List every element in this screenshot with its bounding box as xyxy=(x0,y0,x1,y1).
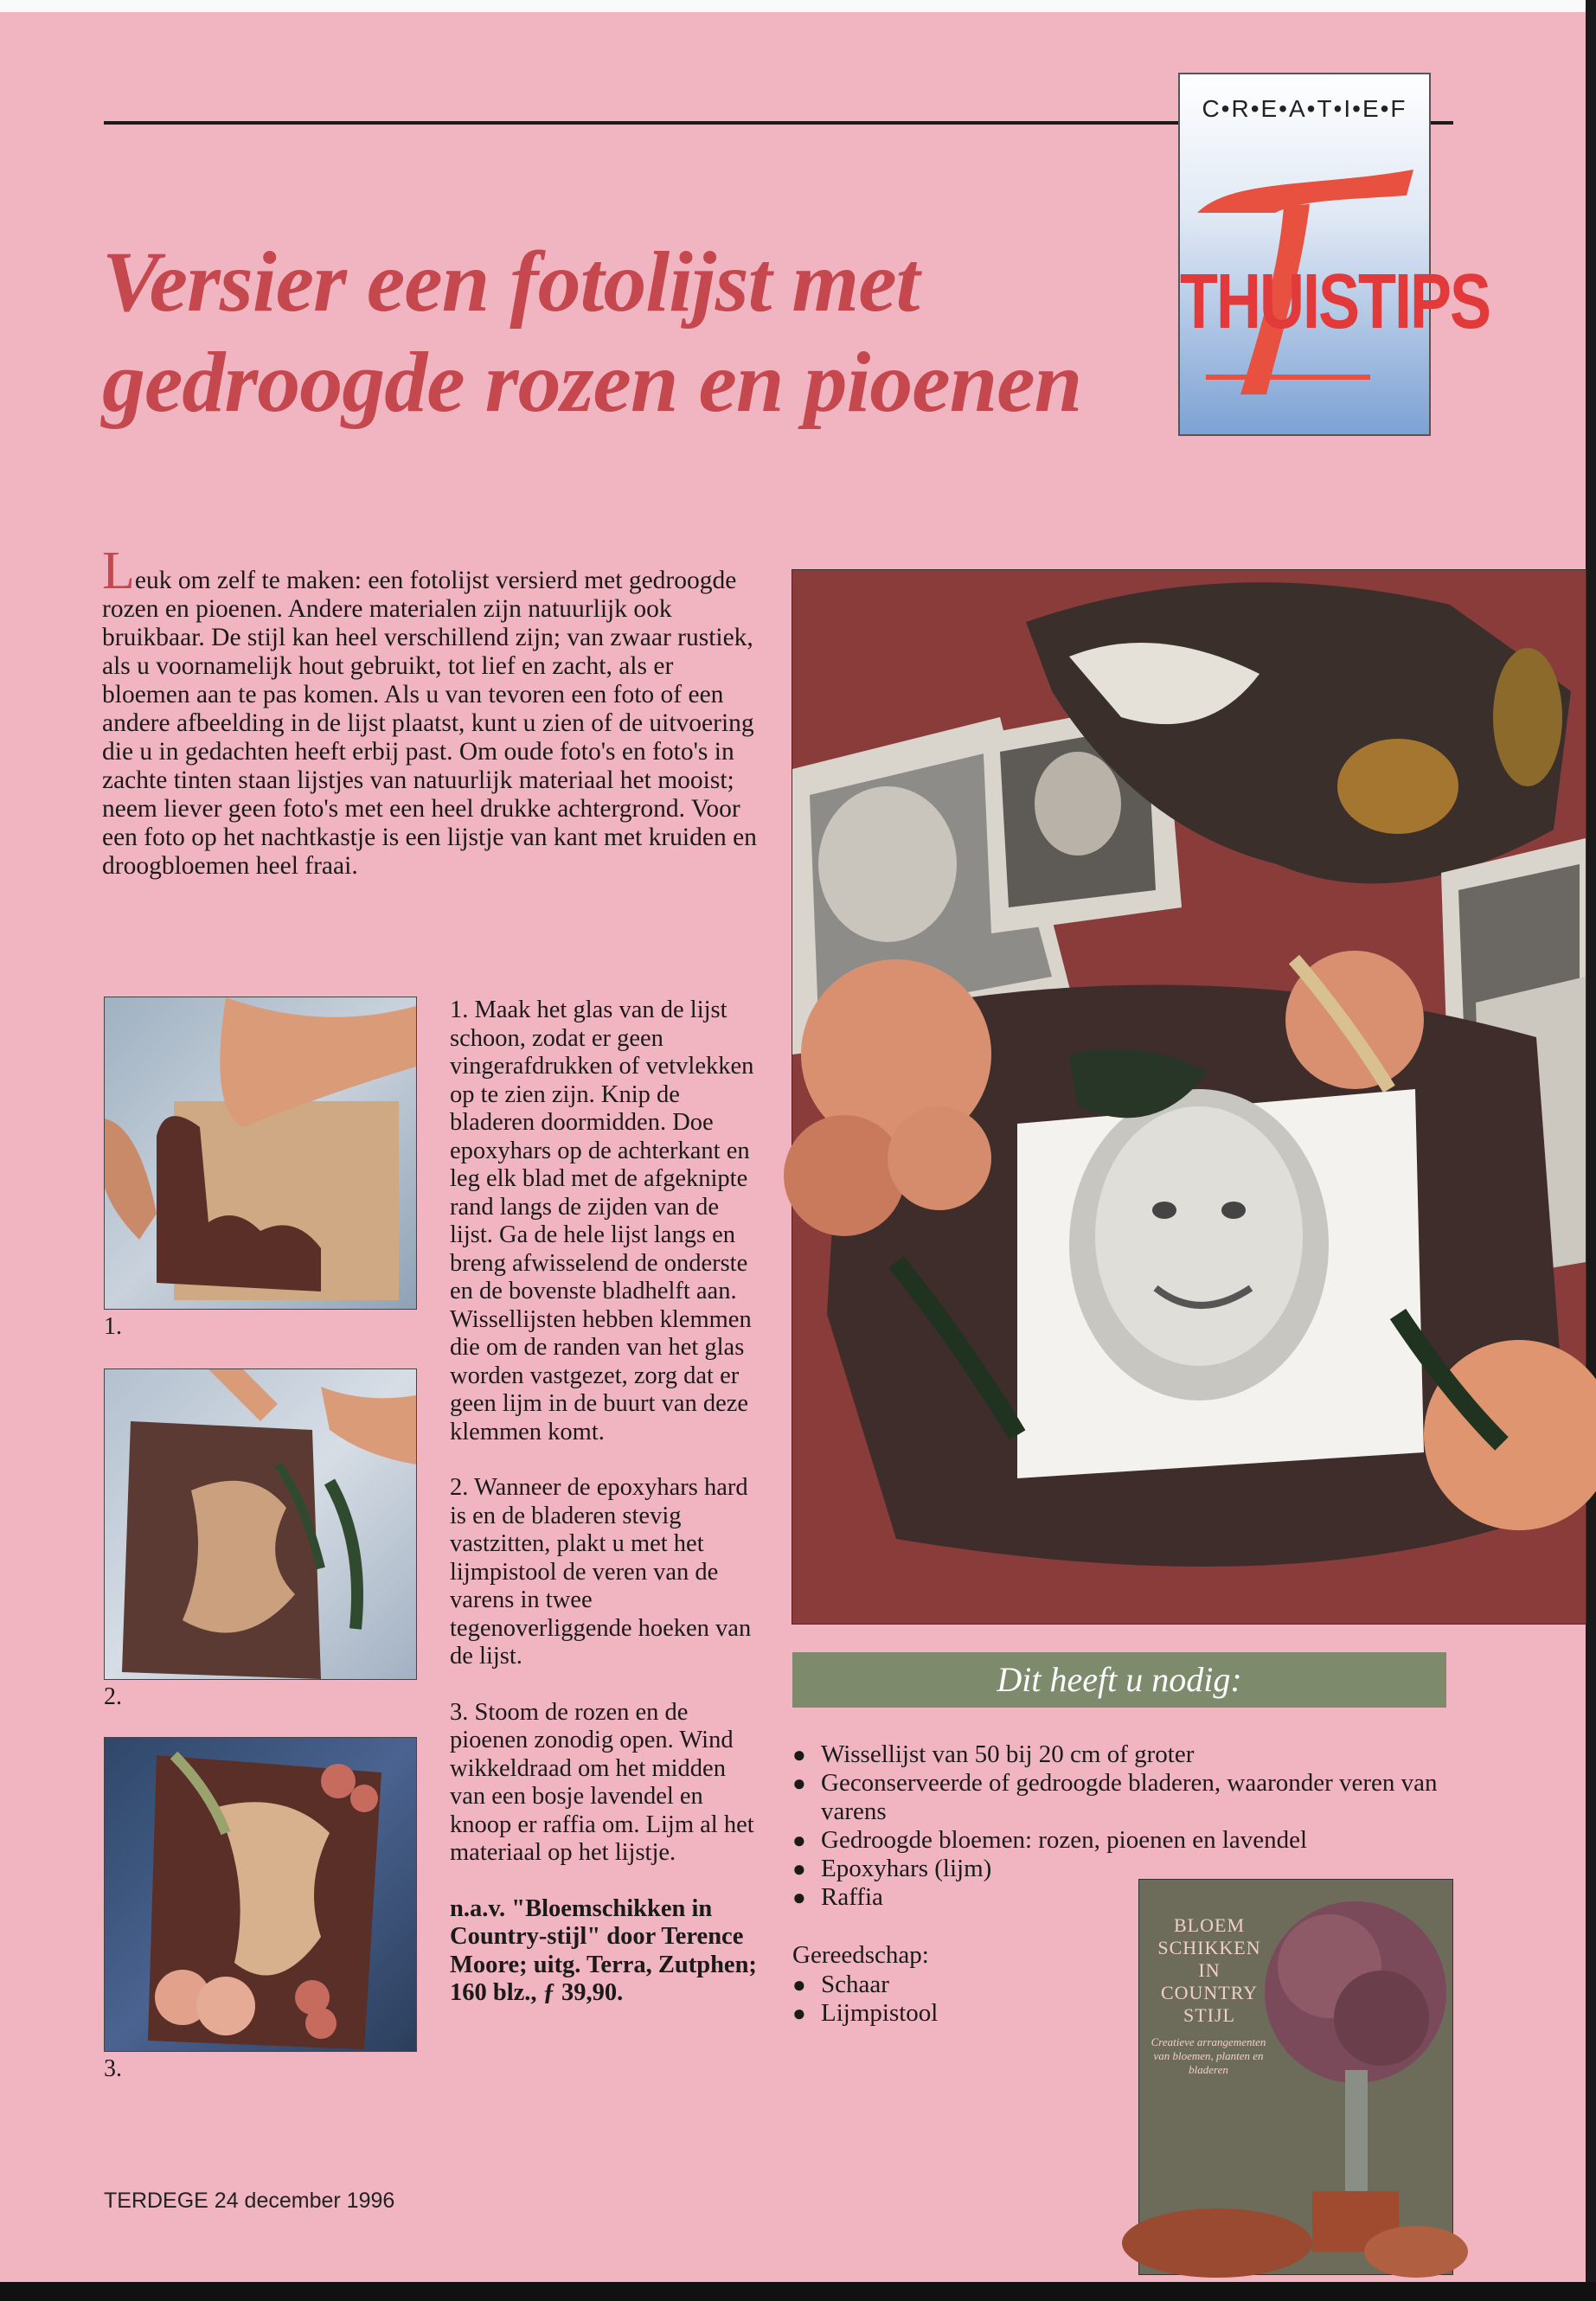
page-edge-top xyxy=(0,0,1596,12)
needs-title: Dit heeft u nodig: xyxy=(997,1660,1242,1699)
step-1-text: 1. Maak het glas van de lijst schoon, zodat er geen vingerafdrukken of vetvlekken op te zien zijn. Knip de bladeren doormidden. Doe epoxyhars op de achterkant en leg elk blad met de afgeknipte rand langs de zijden van de lijst. Ga de hele lijst langs en breng afwisselend de onderste en de bovenste bladhelft aan. Wissellijsten hebben klemmen die om de randen van het glas worden vastgezet, zorg dat er geen lijm in de buurt van deze klemmen komt. xyxy=(450,997,754,1445)
step-3-photo xyxy=(104,1737,417,2052)
finished-frame-illustration xyxy=(105,1738,416,2051)
list-item: ● Geconserveerde of gedroogde bladeren, waaronder veren van varens xyxy=(792,1769,1458,1826)
book-subtitle: Creatieve arrangementen van bloemen, planten en bladeren xyxy=(1151,2035,1266,2076)
step-1-label: 1. xyxy=(104,1313,122,1340)
main-photo xyxy=(792,569,1586,1625)
title-line-2: gedroogde rozen en pioenen xyxy=(102,334,1082,430)
list-item: ● Wissellijst van 50 bij 20 cm of groter xyxy=(792,1740,1458,1769)
list-item: ● Gedroogde bloemen: rozen, pioenen en lavendel xyxy=(792,1826,1458,1855)
list-item: ● Epoxyhars (lijm) xyxy=(792,1855,1458,1883)
book-credit: n.a.v. "Bloemschikken in Country-stijl" door Terence Moore; uitg. Terra, Zutphen; 160 blz., ƒ 39,90. xyxy=(450,1894,757,2006)
tools-list xyxy=(792,1971,1138,2028)
article-title xyxy=(102,232,1140,433)
instructions-column xyxy=(450,997,761,2035)
intro-text: euk om zelf te maken: een fotolijst versierd met gedroogde rozen en pioenen. Andere materialen zijn natuurlijk ook bruikbaar. De stijl kan heel verschillend zijn; van zwaar rustiek, als u voornamelijk hout gebruikt, tot lief en zacht, als er bloemen aan te pas komen. Als u van tevoren een foto of een andere afbeelding in de lijst plaatst, kunt u zien of de uitvoering die u in gedachten heeft erbij past. Om oude foto's en foto's in zachte tinten staan lijstjes van natuurlijk materiaal het mooist; neem liever geen foto's met een heel drukke achtergrond. Voor een foto op het nachtkastje is een lijstje van kant met kruiden en droogbloemen heel fraai. xyxy=(102,567,757,880)
step-3-text: 3. Stoom de rozen en de pioenen zonodig open. Wind wikkeldraad om het midden van een bosje lavendel en knoop er raffia om. Lijm al het materiaal op het lijstje. xyxy=(450,1698,754,1866)
list-item: ● Schaar xyxy=(792,1971,1138,1999)
step-2-photo xyxy=(104,1368,417,1680)
footer-issue: TERDEGE 24 december 1996 xyxy=(104,2189,395,2213)
frame-leaves-illustration xyxy=(105,1369,416,1679)
list-item: ● Raffia xyxy=(792,1883,1458,1912)
step-2-text: 2. Wanneer de epoxyhars hard is en de bladeren stevig vastzitten, plakt u met het lijmpistool de veren van de varens in twee tegenoverliggende hoeken van de lijst. xyxy=(450,1474,752,1670)
brand-name: THUISTIPS xyxy=(1180,259,1490,345)
step-2-label: 2. xyxy=(104,1683,122,1710)
section-label: C•R•E•A•T•I•E•F xyxy=(1202,95,1407,122)
drop-cap: L xyxy=(102,542,135,600)
page-edge-right xyxy=(1586,0,1596,2301)
step-3-label: 3. xyxy=(104,2055,122,2082)
intro-paragraph xyxy=(102,542,761,881)
page-edge-bottom xyxy=(0,2282,1596,2301)
step-1-photo xyxy=(104,997,417,1310)
hands-leaves-illustration xyxy=(105,997,416,1309)
book-cover xyxy=(1138,1879,1453,2275)
list-item: ● Lijmpistool xyxy=(792,1999,1138,2028)
tools-heading: Gereedschap: xyxy=(792,1941,929,1969)
title-line-1: Versier een fotolijst met xyxy=(102,234,920,330)
dried-flower-frame-illustration xyxy=(792,570,1586,1624)
book-title: BLOEM SCHIKKEN IN COUNTRY STIJL xyxy=(1157,1914,1261,2026)
thuistips-badge xyxy=(1178,73,1490,436)
needs-header xyxy=(792,1652,1446,1708)
